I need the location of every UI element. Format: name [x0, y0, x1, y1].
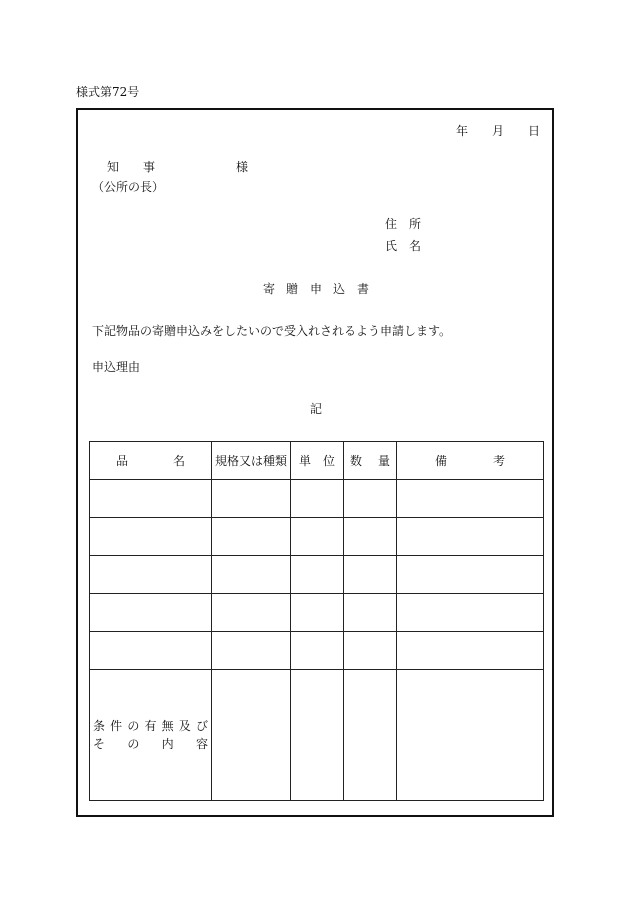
- addressee-alt: （公所の長）: [92, 180, 165, 194]
- address-label-2: 所: [409, 217, 422, 231]
- table-cell[interactable]: [212, 632, 291, 670]
- address-label-1: 住: [385, 217, 398, 231]
- header-spec-label: 規格又は種類: [214, 454, 287, 468]
- table-cell[interactable]: [344, 632, 397, 670]
- table-row: [90, 518, 544, 556]
- condition-char: の: [127, 737, 140, 751]
- table-row: [90, 632, 544, 670]
- table-cell[interactable]: [291, 594, 344, 632]
- condition-char: び: [195, 719, 208, 733]
- name-label-2: 名: [409, 239, 422, 253]
- header-spec: [212, 442, 291, 480]
- condition-label-line-2: [93, 735, 208, 753]
- table-cell[interactable]: [90, 556, 212, 594]
- date-month-label: 月: [492, 124, 505, 138]
- condition-cell[interactable]: [212, 670, 291, 801]
- table-cell[interactable]: [212, 594, 291, 632]
- table-cell[interactable]: [344, 594, 397, 632]
- table-cell[interactable]: [212, 480, 291, 518]
- table-cell[interactable]: [291, 632, 344, 670]
- title-char-4: 込: [333, 282, 346, 296]
- table-cell[interactable]: [90, 518, 212, 556]
- header-item-name: [90, 442, 212, 480]
- addressee-title-1: 知: [107, 160, 120, 174]
- addressee-title-2: 事: [143, 160, 156, 174]
- title-char-3: 申: [310, 282, 323, 296]
- table-cell[interactable]: [291, 480, 344, 518]
- table-cell[interactable]: [90, 480, 212, 518]
- table-cell[interactable]: [212, 518, 291, 556]
- date-day-label: 日: [528, 124, 541, 138]
- condition-char: の: [127, 719, 140, 733]
- condition-char: 及: [178, 719, 191, 733]
- table-cell[interactable]: [291, 556, 344, 594]
- body-text: 下記物品の寄贈申込みをしたいので受入れされるよう申請します。: [92, 324, 452, 338]
- condition-char: そ: [93, 737, 106, 751]
- table-row: [90, 480, 544, 518]
- table-cell[interactable]: [291, 518, 344, 556]
- header-quantity: [344, 442, 397, 480]
- table-cell[interactable]: [212, 556, 291, 594]
- table-cell[interactable]: [397, 594, 544, 632]
- table-cell[interactable]: [344, 480, 397, 518]
- name-label-1: 氏: [385, 239, 398, 253]
- header-unit: [291, 442, 344, 480]
- items-table: [89, 441, 544, 801]
- condition-label-cell: [90, 670, 212, 801]
- header-item-name-char-1: 品: [116, 454, 129, 468]
- title-char-1: 寄: [263, 282, 276, 296]
- form-number: 様式第72号: [76, 85, 140, 99]
- condition-cell[interactable]: [291, 670, 344, 801]
- condition-char: 条: [93, 719, 106, 733]
- table-cell[interactable]: [397, 480, 544, 518]
- reason-label: 申込理由: [92, 360, 141, 374]
- table-row: [90, 556, 544, 594]
- title-char-2: 贈: [286, 282, 299, 296]
- condition-label-line-1: [93, 717, 208, 735]
- date-year-label: 年: [456, 124, 469, 138]
- table-cell[interactable]: [397, 632, 544, 670]
- table-row: [90, 594, 544, 632]
- condition-char: 有: [144, 719, 157, 733]
- table-cell[interactable]: [90, 632, 212, 670]
- condition-cell[interactable]: [397, 670, 544, 801]
- header-unit-char-2: 位: [322, 454, 335, 468]
- title-char-5: 書: [357, 282, 370, 296]
- header-note-char-2: 考: [492, 454, 505, 468]
- ki-label: 記: [310, 402, 323, 416]
- header-note: [397, 442, 544, 480]
- condition-char: 内: [161, 737, 174, 751]
- table-cell[interactable]: [344, 518, 397, 556]
- header-quantity-char-1: 数: [350, 454, 363, 468]
- header-quantity-char-2: 量: [377, 454, 390, 468]
- table-header-row: [90, 442, 544, 480]
- condition-cell[interactable]: [344, 670, 397, 801]
- table-cell[interactable]: [397, 556, 544, 594]
- table-cell[interactable]: [344, 556, 397, 594]
- condition-char: 件: [110, 719, 123, 733]
- condition-char: 無: [161, 719, 174, 733]
- addressee-honorific: 様: [236, 160, 249, 174]
- table-cell[interactable]: [90, 594, 212, 632]
- header-item-name-char-2: 名: [172, 454, 185, 468]
- condition-row: [90, 670, 544, 801]
- header-unit-char-1: 単: [299, 454, 312, 468]
- condition-char: 容: [195, 737, 208, 751]
- table-cell[interactable]: [397, 518, 544, 556]
- header-note-char-1: 備: [435, 454, 448, 468]
